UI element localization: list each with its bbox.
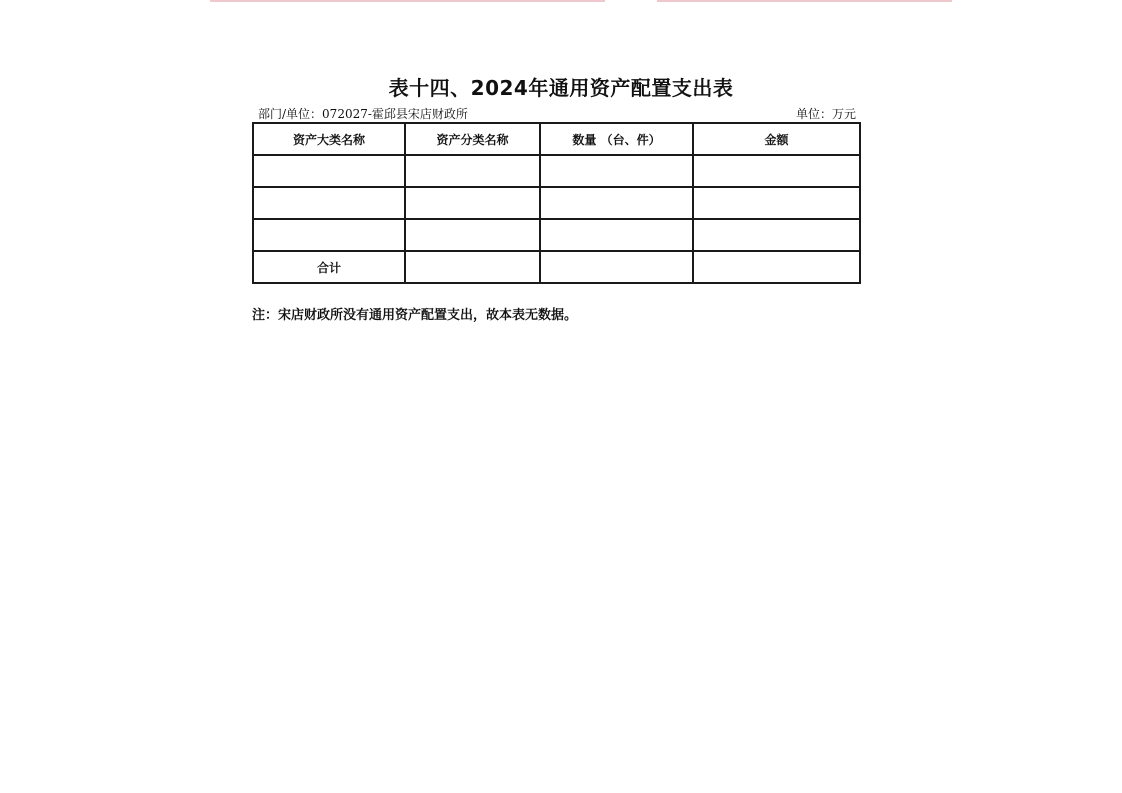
footnote: 注：宋店财政所没有通用资产配置支出，故本表无数据。 [252, 308, 578, 323]
table-row [253, 187, 860, 219]
table-cell [405, 155, 540, 187]
total-row [253, 251, 860, 283]
table-cell [253, 187, 405, 219]
total-label: 合计 [253, 251, 405, 283]
table-row [253, 155, 860, 187]
col-header-amount: 金额 [693, 123, 860, 155]
table-cell [693, 187, 860, 219]
unit-label: 单位：万元 [795, 107, 856, 121]
table-row [253, 219, 860, 251]
table-header-row [253, 123, 860, 155]
scan-edge-mark [657, 0, 952, 2]
table-cell [540, 219, 693, 251]
table-cell [253, 155, 405, 187]
asset-expenditure-table [252, 122, 861, 284]
table-cell [693, 155, 860, 187]
table-cell [693, 219, 860, 251]
department-label: 部门/单位：072027-霍邱县宋店财政所 [258, 107, 468, 121]
table-cell [405, 187, 540, 219]
table-cell [253, 219, 405, 251]
col-header-quantity: 数量 （台、件） [540, 123, 693, 155]
table-cell [405, 219, 540, 251]
table-cell [693, 251, 860, 283]
col-header-asset-category: 资产大类名称 [253, 123, 405, 155]
page-title: 表十四、2024年通用资产配置支出表 [388, 76, 734, 100]
col-header-asset-class: 资产分类名称 [405, 123, 540, 155]
table-cell [540, 187, 693, 219]
table-cell [540, 251, 693, 283]
table-cell [540, 155, 693, 187]
scan-edge-mark [210, 0, 605, 2]
table-cell [405, 251, 540, 283]
